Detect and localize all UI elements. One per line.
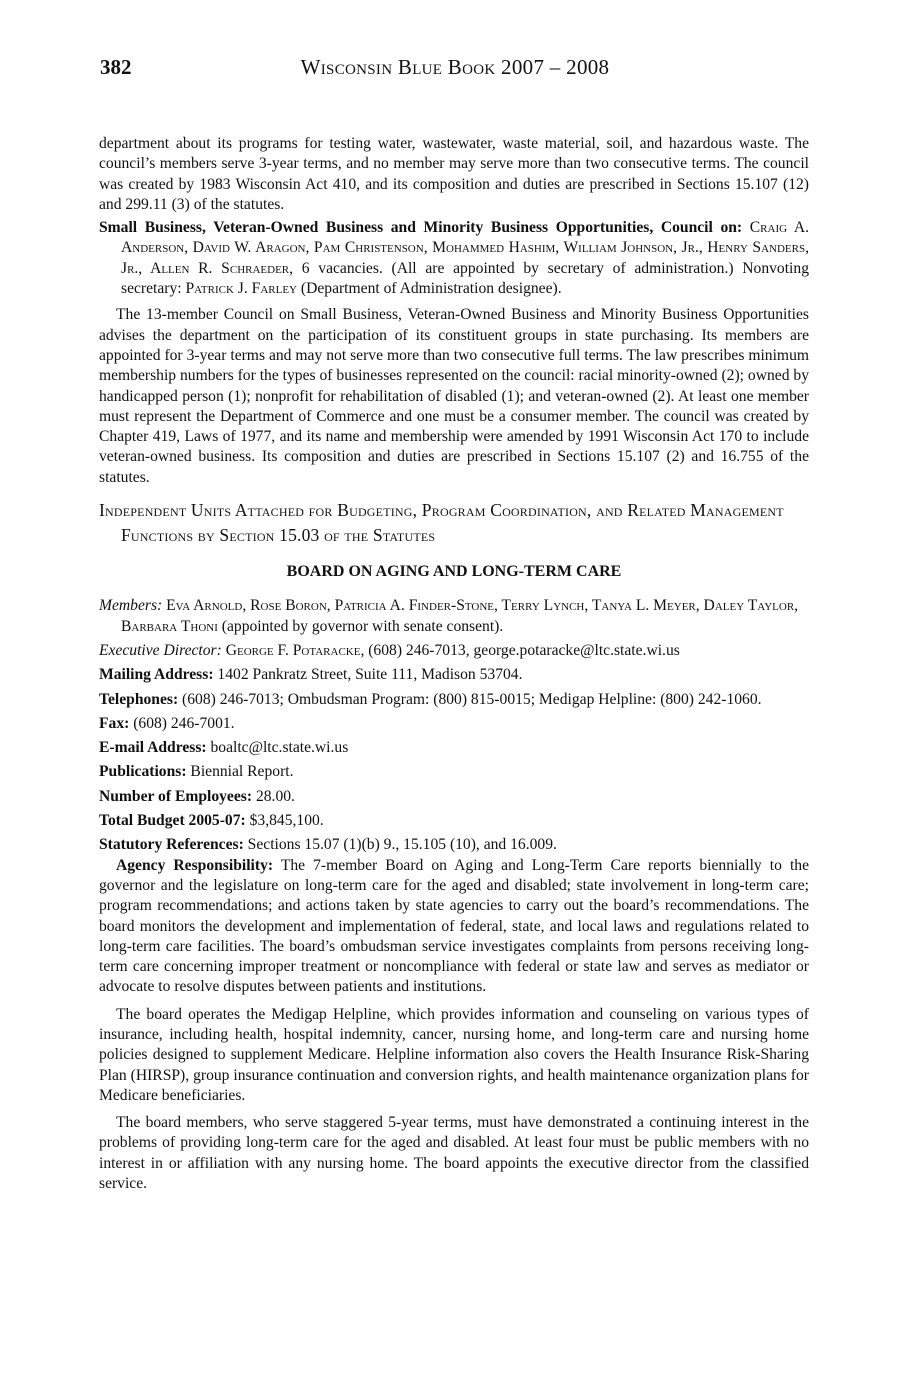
board-members [99, 596, 809, 637]
board-title: BOARD ON AGING AND LONG-TERM CARE [286, 563, 622, 581]
members-label: Members: [99, 597, 163, 615]
section-heading: Independent Units Attached for Budgeting, Program Coordination, and Related Management Functions by Section 15.03 of the Statutes [99, 500, 784, 546]
running-header [100, 55, 810, 85]
members-note: (appointed by governor with senate consent). [217, 617, 504, 635]
members-names: Eva Arnold, Rose Boron, Patricia A. Finder-Stone, Terry Lynch, Tanya L. Meyer, Daley Taylor, Barbara Thoni [121, 597, 799, 635]
email-label: E-mail Address: [99, 739, 207, 757]
mailing-address [99, 665, 809, 685]
small-business-council-entry [99, 218, 809, 299]
text-column [99, 134, 809, 1194]
tel-label: Telephones: [99, 690, 179, 708]
council-description: The 13-member Council on Small Business, Veteran-Owned Business and Minority Business Opportunities advises the department on the participation of its constituent groups in state purchasing. Its members are appointed for 3-year terms and may not serve more than two consecutive full terms. The law prescribes minimum membership numbers for the types of businesses represented on the council: racial minority-owned (2); owned by handicapped person (1); nonprofit for rehabilitation of disabled (1); and veteran-owned (2). At least one member must represent the Department of Commerce and one must be a consumer member. The council was created by Chapter 419, Laws of 1977, and its name and membership were amended by 1991 Wisconsin Act 170 to include veteran-owned business. Its composition and duties are prescribed in Sections 15.107 (2) and 16.755 of the statutes. [99, 306, 809, 486]
stat-value: Sections 15.07 (1)(b) 9., 15.105 (10), and 16.009. [243, 836, 557, 854]
exec-name: George F. Potaracke, [225, 641, 365, 659]
email-address [99, 738, 809, 758]
exec-label: Executive Director: [99, 641, 222, 659]
email-value: boaltc@ltc.state.wi.us [206, 739, 349, 757]
running-title: Wisconsin Blue Book 2007 – 2008 [300, 55, 610, 79]
emp-label: Number of Employees: [99, 787, 253, 805]
council-secretary-name: Patrick J. Farley [185, 280, 297, 298]
budget-value: $3,845,100. [245, 812, 324, 830]
intro-paragraph: department about its programs for testing water, wastewater, waste material, soil, and hazardous waste. The council’s members serve 3-year terms, and no member may serve more than two consecutive terms. The council was created by 1983 Wisconsin Act 410, and its composition and duties are prescribed in Sections 15.107 (12) and 299.11 (3) of the statutes. [99, 135, 809, 213]
pub-value: Biennial Report. [186, 763, 294, 781]
executive-director [99, 641, 809, 661]
emp-value: 28.00. [252, 787, 295, 805]
board-members-paragraph: The board members, who serve staggered 5-year terms, must have demonstrated a continuing interest in the problems of providing long-term care for the aged and disabled. At least four must be public members with no interest in or affiliation with any nursing home. The board appoints the executive director from the classified service. [99, 1114, 809, 1193]
mailing-value: 1402 Pankratz Street, Suite 111, Madison 53704. [213, 666, 523, 684]
publications [99, 762, 809, 782]
page-number: 382 [100, 55, 132, 79]
stat-label: Statutory References: [99, 836, 244, 854]
fax-label: Fax: [99, 714, 130, 732]
fax [99, 714, 809, 734]
total-budget [99, 811, 809, 831]
agency-responsibility [99, 856, 809, 998]
tel-value: (608) 246-7013; Ombudsman Program: (800) 815-0015; Medigap Helpline: (800) 242-1060. [178, 690, 762, 708]
exec-contact: (608) 246-7013, george.potaracke@ltc.state.wi.us [364, 641, 680, 659]
mailing-label: Mailing Address: [99, 666, 214, 684]
council-members: Craig A. Anderson, David W. Aragon, Pam Christenson, Mohammed Hashim, William Johnson, Jr., Henry Sanders, Jr., Allen R. Schraeder, [121, 219, 809, 277]
fax-value: (608) 246-7001. [129, 714, 235, 732]
number-of-employees [99, 787, 809, 807]
council-secretary-note: (Department of Administration designee). [297, 280, 562, 298]
council-members-note: 6 vacancies. (All are appointed by secretary of administration.) Nonvoting secretary: [121, 259, 809, 298]
resp-label: Agency Responsibility: [116, 856, 274, 874]
council-heading: Small Business, Veteran-Owned Business and Minority Business Opportunities, Council on: [99, 219, 743, 237]
statutory-references [99, 835, 809, 855]
pub-label: Publications: [99, 763, 187, 781]
telephones [99, 690, 809, 710]
budget-label: Total Budget 2005-07: [99, 812, 246, 830]
resp-value: The 7-member Board on Aging and Long-Term Care reports biennially to the governor and the legislature on long-term care for the aged and disabled; state involvement in long-term care; program recommendations; and actions taken by state agencies to carry out the board’s recommendations. The board monitors the development and implementation of federal, state, and local laws and regulations related to long-term care facilities. The board’s ombudsman service investigates complaints from persons receiving long-term care concerning improper treatment or noncompliance with federal or state law and serves as mediator or advocate to resolve disputes between patients and institutions. [99, 856, 809, 996]
medigap-paragraph: The board operates the Medigap Helpline, which provides information and counseling on various types of insurance, including health, hospital indemnity, cancer, nursing home, and long-term care and nursing home policies designed to supplement Medicare. Helpline information also covers the Health Insurance Risk-Sharing Plan (HIRSP), group insurance continuation and conversion rights, and health maintenance organization plans for Medicare beneficiaries. [99, 1005, 809, 1104]
